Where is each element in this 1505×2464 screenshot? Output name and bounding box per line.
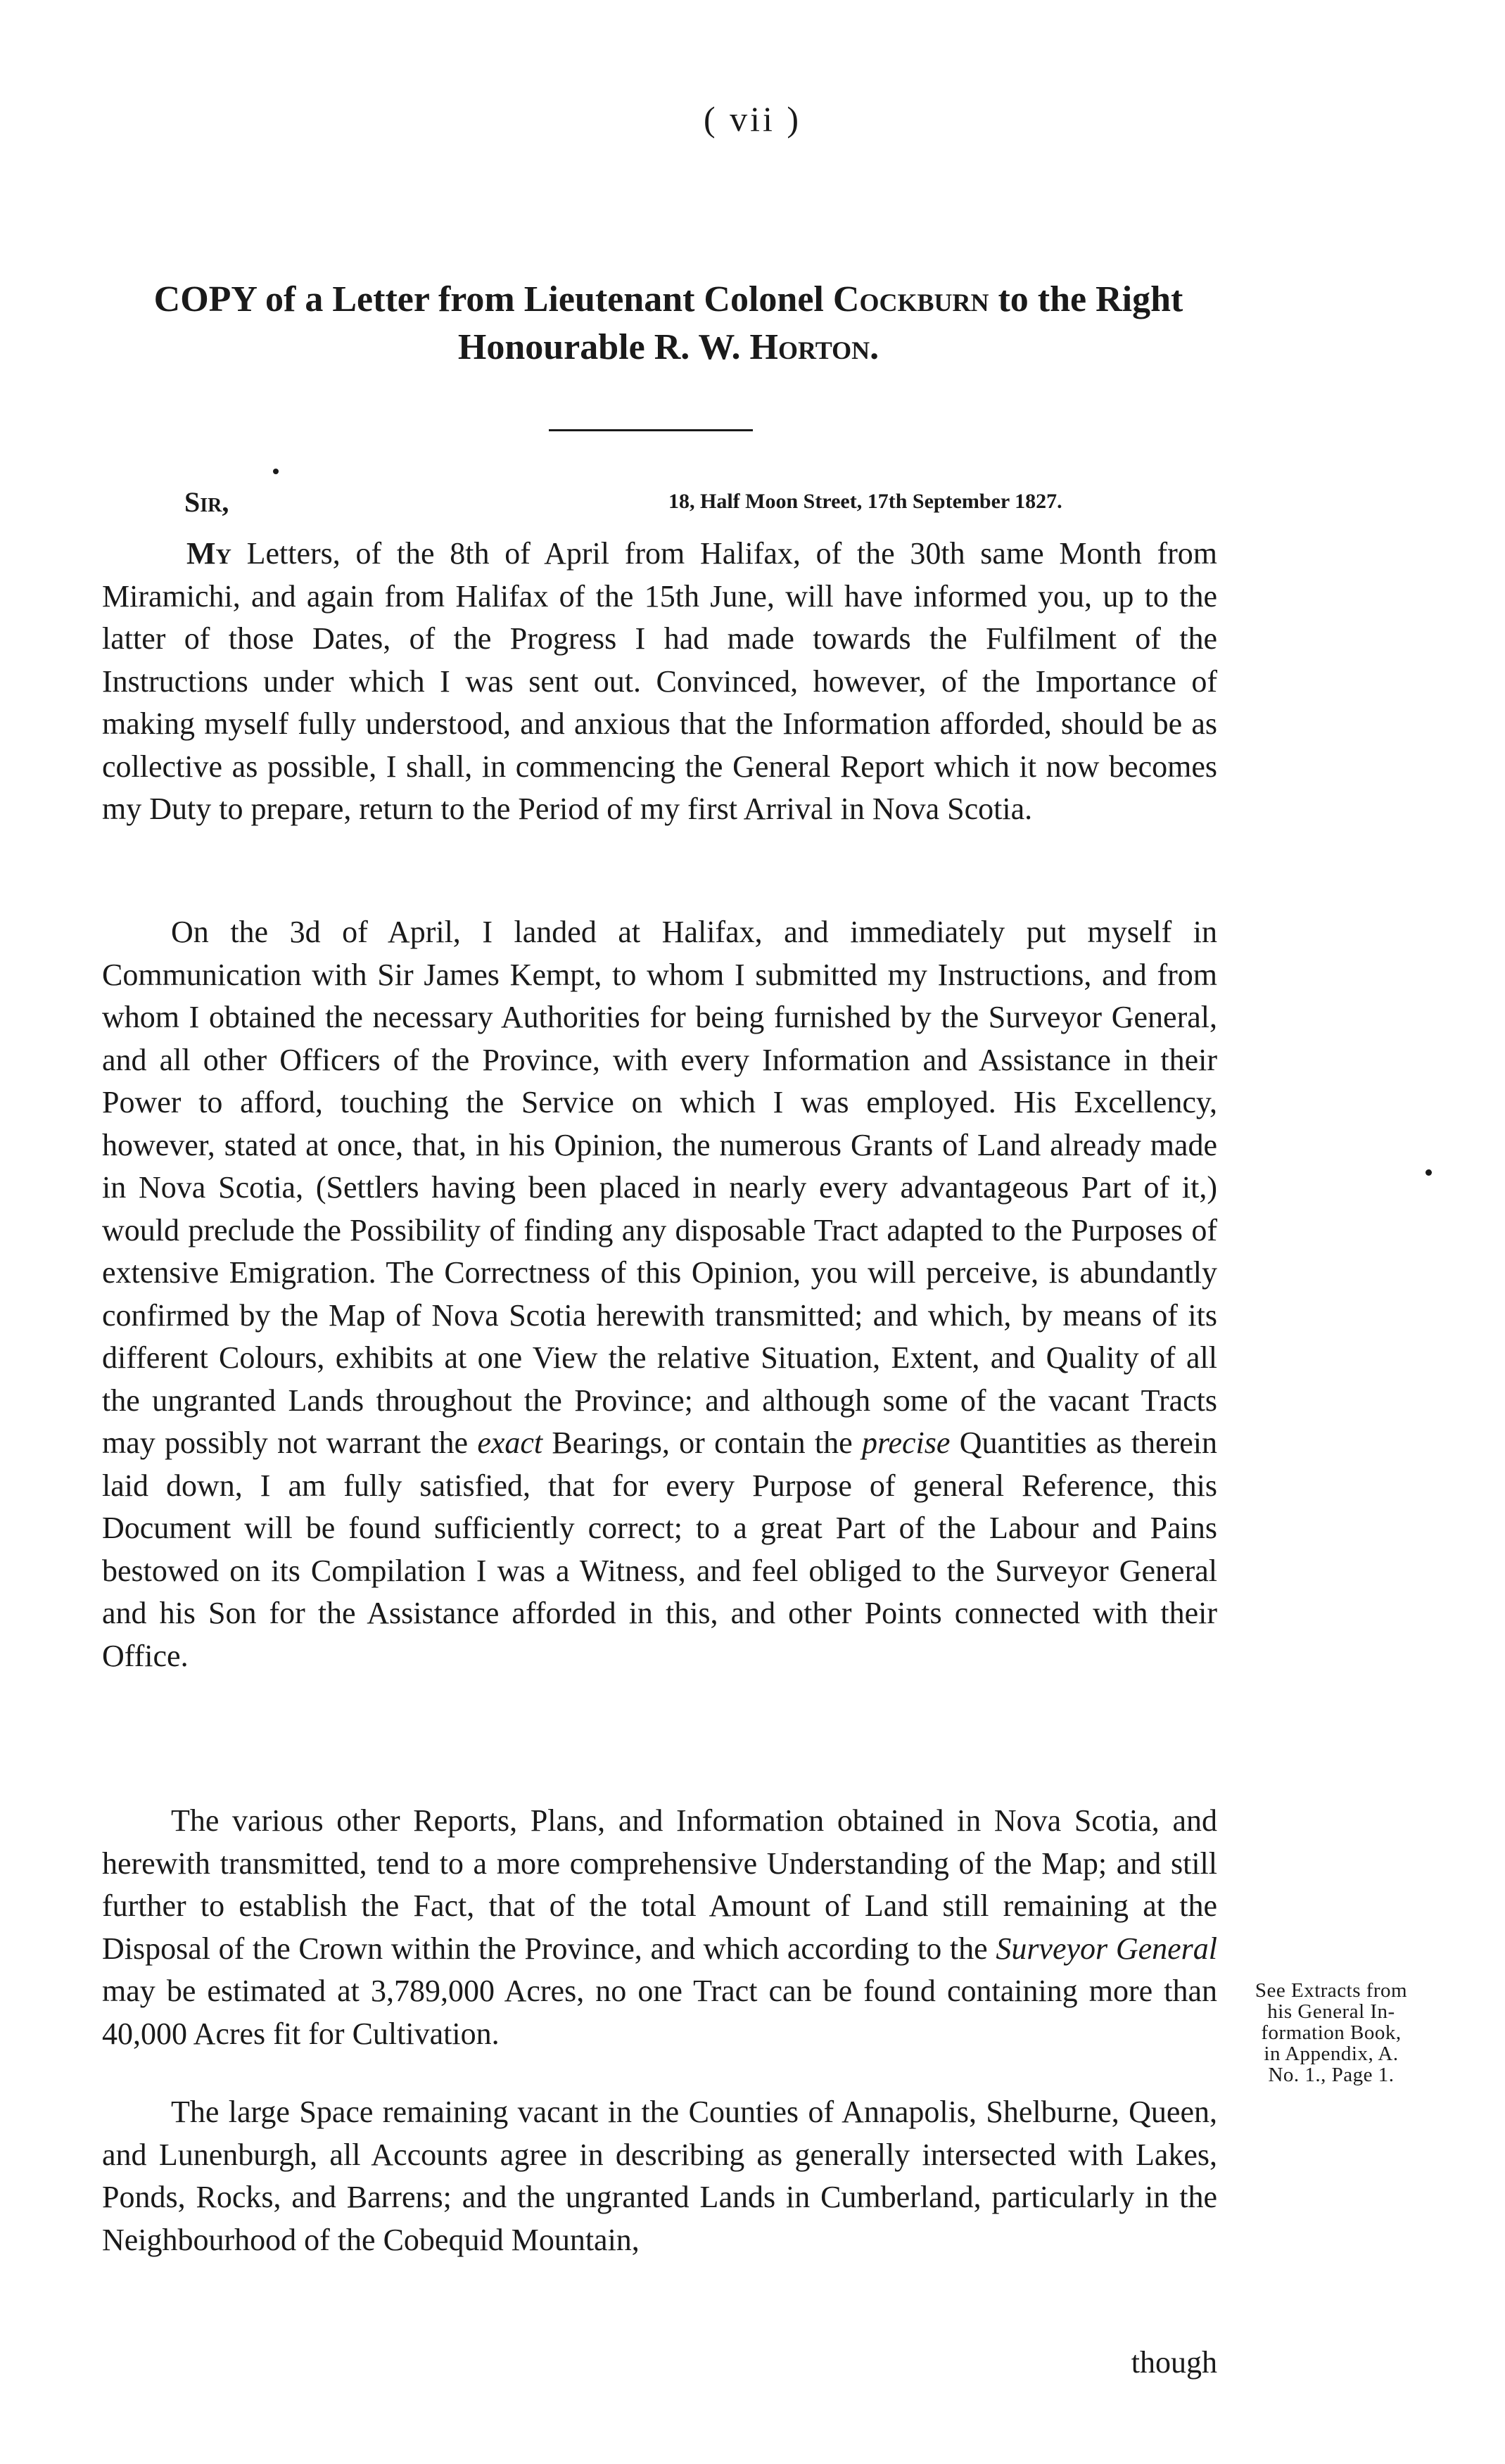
dateline: 18, Half Moon Street, 17th September 1827.	[668, 490, 1062, 513]
title-prefix: COPY of a Letter from Lieutenant Colonel	[153, 279, 833, 319]
paragraph-lead: My	[186, 536, 231, 571]
margin-note-line: No. 1., Page 1.	[1268, 2064, 1395, 2086]
paragraph-text: Bearings, or contain the	[542, 1425, 862, 1460]
margin-note-line: in Appendix, A.	[1264, 2043, 1399, 2065]
paragraph-text: may be estimated at 3,789,000 Acres, no one Tract can be found containing more than 40,000 Acres fit for Cultivation.	[102, 1974, 1217, 2051]
title-middle: to the Right Honourable R. W.	[457, 279, 1183, 367]
paragraph-3	[102, 1800, 1217, 2055]
paragraph-text: The various other Reports, Plans, and Information obtained in Nova Scotia, and herewith transmitted, tend to a more comprehensive Understanding of the Map; and still further to establish the Fact, that of the total Amount of Land still remaining at the Disposal of the Crown within the Province, and which according to the	[102, 1803, 1217, 1966]
margin-note	[1236, 1980, 1426, 2085]
paragraph-text: Quantities as therein laid down, I am fully satisfied, that for every Purpose of general Reference, this Document will be found sufficiently correct; to a great Part of the Labour and Pains bestowed on its Compilation I was a Witness, and feel obliged to the Surveyor General and his Son for the Assistance afforded in this, and other Points connected with their Office.	[102, 1425, 1217, 1673]
page-number: ( vii )	[703, 99, 802, 139]
ink-speck	[1425, 1169, 1432, 1176]
ink-speck	[273, 469, 279, 474]
margin-note-line: See Extracts from	[1255, 1979, 1408, 2002]
margin-note-line: formation Book,	[1261, 2021, 1402, 2044]
title-rule	[549, 429, 753, 431]
paragraph-text: On the 3d of April, I landed at Halifax, and immediately put myself in Communication with Sir James Kempt, to whom I submitted my Instructions, and from whom I obtained the necessary Authorities for being furnished by the Surveyor General, and all other Officers of the Province, with every Information and Assistance in their Power to afford, touching the Service on which I was employed. His Excellency, however, stated at once, that, in his Opinion, the numerous Grants of Land already made in Nova Scotia, (Settlers having been placed in nearly every advantageous Part of it,) would preclude the Possibility of finding any disposable Tract adapted to the Purposes of extensive Emigration. The Correctness of this Opinion, you will perceive, is abundantly confirmed by the Map of Nova Scotia herewith transmitted; and which, by means of its different Colours, exhibits at one View the relative Situation, Extent, and Quality of all the ungranted Lands throughout the Province; and although some of the vacant Tracts may possibly not warrant the	[102, 915, 1217, 1460]
paragraph-1	[102, 533, 1217, 831]
title-name-cockburn: Cockburn	[832, 279, 989, 319]
paragraph-text: Letters, of the 8th of April from Halifax, of the 30th same Month from Miramichi, and again from Halifax of the 15th June, will have informed you, up to the latter of those Dates, of the Progress I had made towards the Fulfilment of the Instructions under which I was sent out. Convinced, however, of the Importance of making myself fully understood, and anxious that the Information afforded, should be as collective as possible, I shall, in commencing the General Report which it now becomes my Duty to prepare, return to the Period of my first Arrival in Nova Scotia.	[102, 536, 1217, 826]
emphasis-surveyor-general: Surveyor General	[996, 1931, 1217, 1966]
paragraph-4	[102, 2091, 1217, 2261]
title-suffix: .	[870, 327, 879, 367]
letter-title	[113, 276, 1224, 371]
paragraph-2	[102, 911, 1217, 1677]
catchword: though	[1131, 2345, 1217, 2380]
paragraph-text: The large Space remaining vacant in the Counties of Annapolis, Shelburne, Queen, and Lunenburgh, all Accounts agree in describing as generally intersected with Lakes, Ponds, Rocks, and Barrens; and the ungranted Lands in Cumberland, particularly in the Neighbourhood of the Cobequid Mountain,	[102, 2095, 1217, 2257]
margin-note-line: his General In-	[1267, 2000, 1395, 2023]
emphasis-precise: precise	[861, 1425, 951, 1460]
emphasis-exact: exact	[477, 1425, 543, 1460]
title-name-horton: Horton	[749, 327, 870, 367]
salutation: Sir,	[184, 486, 229, 518]
